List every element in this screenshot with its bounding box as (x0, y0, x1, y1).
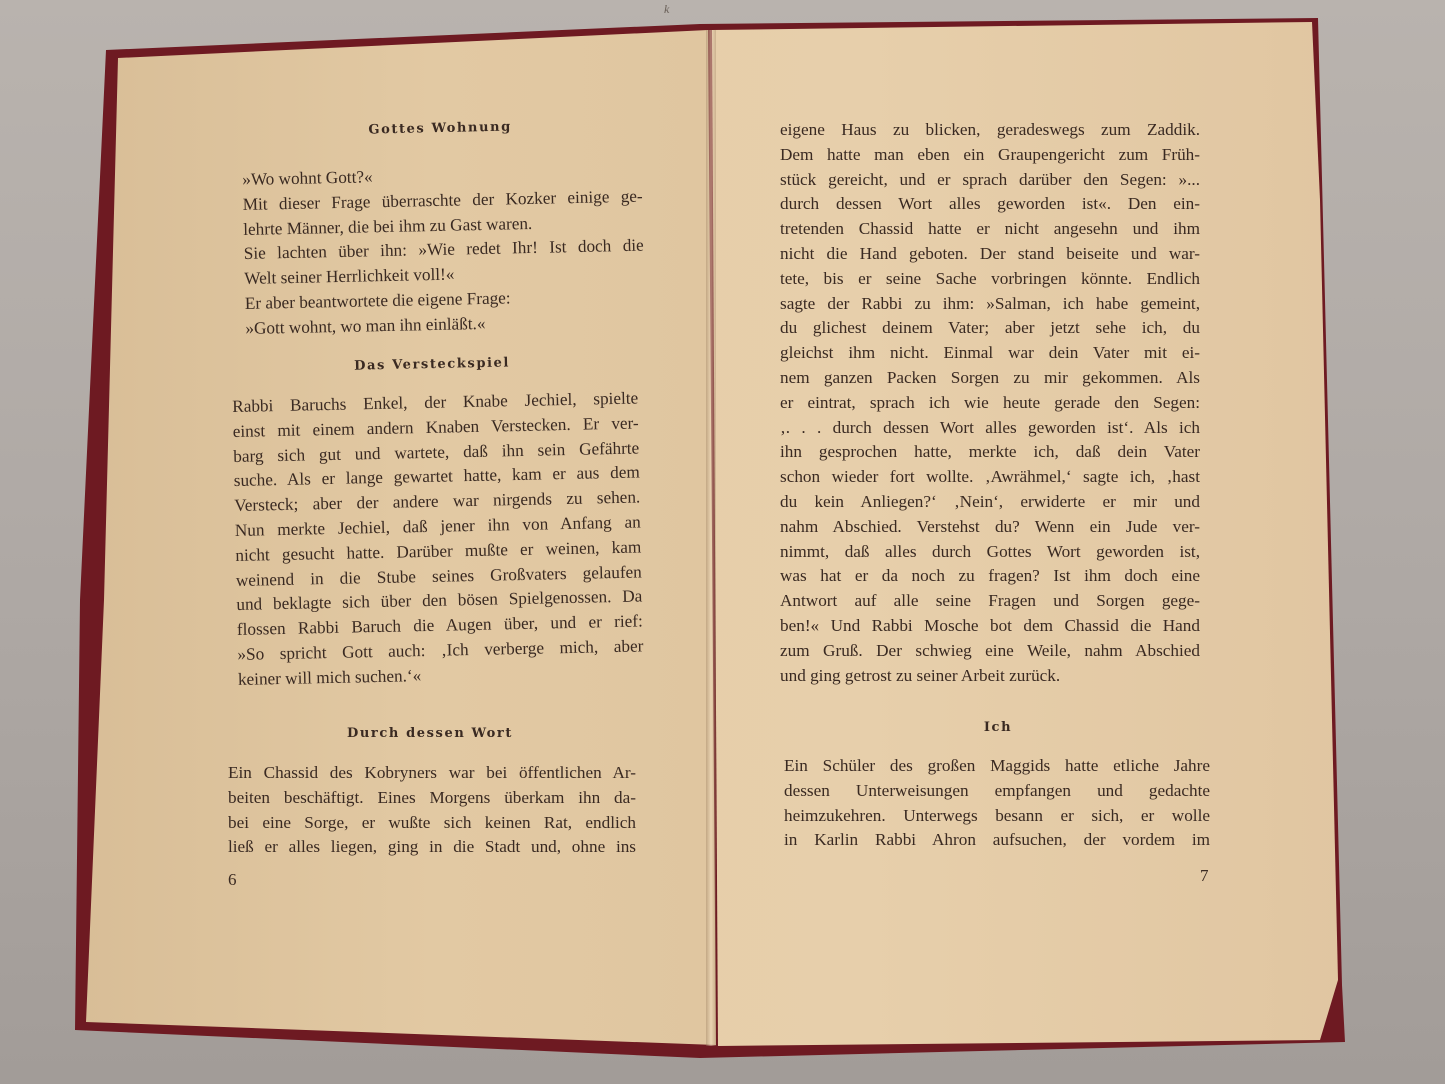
section-ich (784, 754, 1210, 853)
text-line: beiten beschäftigt. Eines Morgens überkam ihn da- (228, 787, 636, 807)
text-line: Ein Chassid des Kobryners war bei öffentlichen Ar- (228, 763, 636, 782)
text-line: Nun merkte Jechiel, daß jener ihn von Anfang an (234, 512, 641, 540)
text-line: Er aber beantwortete die eigene Frage: (244, 288, 511, 313)
text-line: nimmt, daß alles durch Gottes Wort geworden ist, (780, 541, 1200, 561)
text-line: zum Gruß. Der schwieg eine Weile, nahm Abschied (780, 640, 1200, 660)
text-line: Versteck; aber der andere war nirgends zu sehen. (234, 487, 641, 516)
heading-das-versteckspiel: Das Versteckspiel (354, 355, 511, 374)
text-line: du kein Anliegen?‘ ‚Nein‘, erwiderte er mir und (780, 491, 1200, 511)
text-line: Antwort auf alle seine Fragen und Sorgen gege- (780, 591, 1200, 611)
text-line: Rabbi Baruchs Enkel, der Knabe Jechiel, spielte (232, 388, 639, 416)
section-continued (780, 118, 1200, 688)
text-line: durch dessen Wort alles geworden ist«. Den ein- (780, 194, 1200, 214)
text-line: lehrte Männer, die bei ihm zu Gast waren. (243, 213, 533, 239)
text-line: sagte der Rabbi zu ihm: »Salman, ich habe gemeint, (780, 293, 1200, 313)
text-line: »Wo wohnt Gott?« (242, 167, 373, 189)
section-gottes-wohnung (242, 160, 646, 342)
text-line: und beklagte sich über den bösen Spielgenossen. Da (236, 586, 643, 615)
text-line: und ging getrost zu seiner Arbeit zurück. (780, 665, 1061, 685)
text-line: barg sich gut und wartete, daß ihn sein Gefährte (233, 438, 640, 466)
section-durch-dessen-wort (228, 761, 636, 860)
text-line: ihn gesprochen hatte, merkte ich, daß dein Vater (780, 442, 1200, 462)
text-line: Dem hatte man eben ein Graupengericht zum Früh- (780, 144, 1200, 164)
text-line: nem ganzen Packen Sorgen zu mir gekommen. Als (780, 367, 1200, 387)
text-line: Sie lachten über ihn: »Wie redet Ihr! Ist doch die (243, 235, 644, 264)
text-line: Ein Schüler des großen Maggids hatte etliche Jahre (784, 756, 1210, 775)
text-line: dessen Unterweisungen empfangen und gedachte (784, 780, 1210, 800)
text-line: einst mit einem andern Knaben Verstecken. Er ver- (232, 413, 639, 441)
text-line: tretenden Chassid hatte er nicht angesehn und ihm (780, 219, 1200, 239)
text-line: ließ er alles liegen, ging in die Stadt und, ohne ins (228, 837, 636, 857)
text-line: ben!« Und Rabbi Mosche bot dem Chassid die Hand (780, 615, 1200, 635)
text-line: gleichst ihm nicht. Einmal war dein Vater mit ei- (780, 343, 1200, 363)
text-line: flossen Rabbi Baruch die Augen über, und er rief: (236, 611, 644, 640)
text-line: nahm Abschied. Verstehst du? Wenn ein Jude ver- (780, 516, 1200, 536)
heading-ich: Ich (983, 720, 1013, 735)
heading-durch-dessen-wort: Durch dessen Wort (347, 726, 513, 741)
text-line: du glichest deinem Vater; aber jetzt sehe ich, du (780, 318, 1200, 338)
text-line: stück gereicht, und er sprach darüber den Segen: »... (780, 169, 1200, 189)
text-line: bei eine Sorge, er wußte sich keinen Rat, endlich (228, 812, 636, 832)
pencil-mark: k (664, 2, 670, 16)
text-line: was hat er da noch zu fragen? Ist ihm doch eine (780, 566, 1200, 586)
section-das-versteckspiel (232, 386, 644, 692)
text-line: in Karlin Rabbi Ahron aufsuchen, der vordem im (784, 830, 1210, 850)
text-line: er eintrat, sprach ich wie heute gerade den Segen: (780, 392, 1200, 412)
page-number-left: 6 (228, 870, 237, 889)
text-line: Mit dieser Frage überraschte der Kozker einige ge- (242, 186, 643, 214)
text-line: nicht die Hand geboten. Der stand beiseite und war- (780, 243, 1200, 263)
text-line: »So spricht Gott auch: ‚Ich verberge mich, aber (237, 636, 644, 664)
text-line: weinend in die Stube seines Großvaters gelaufen (235, 562, 642, 590)
text-line: »Gott wohnt, wo man ihn einläßt.« (245, 313, 486, 338)
heading-gottes-wohnung: Gottes Wohnung (368, 119, 512, 138)
book-gutter (706, 30, 716, 1046)
text-line: eigene Haus zu blicken, geradeswegs zum Zaddik. (780, 120, 1200, 139)
text-line: heimzukehren. Unterwegs besann er sich, er wolle (784, 805, 1210, 825)
text-line: nicht gesucht hatte. Darüber mußte er weinen, kam (235, 537, 642, 565)
text-line: keiner will mich suchen.‘« (237, 665, 422, 689)
text-line: schon wieder fort wollte. ‚Awrähmel,‘ sagte ich, ‚hast (780, 467, 1200, 487)
text-line: suche. Als er lange gewartet hatte, kam er aus dem (233, 462, 640, 491)
text-line: Welt seiner Herrlichkeit voll!« (244, 264, 455, 289)
text-line: tete, bis er seine Sache vorbringen könnte. Endlich (780, 268, 1200, 288)
text-line: ‚. . . durch dessen Wort alles geworden ist‘. Als ich (780, 417, 1200, 437)
page-number-right: 7 (1200, 866, 1209, 885)
